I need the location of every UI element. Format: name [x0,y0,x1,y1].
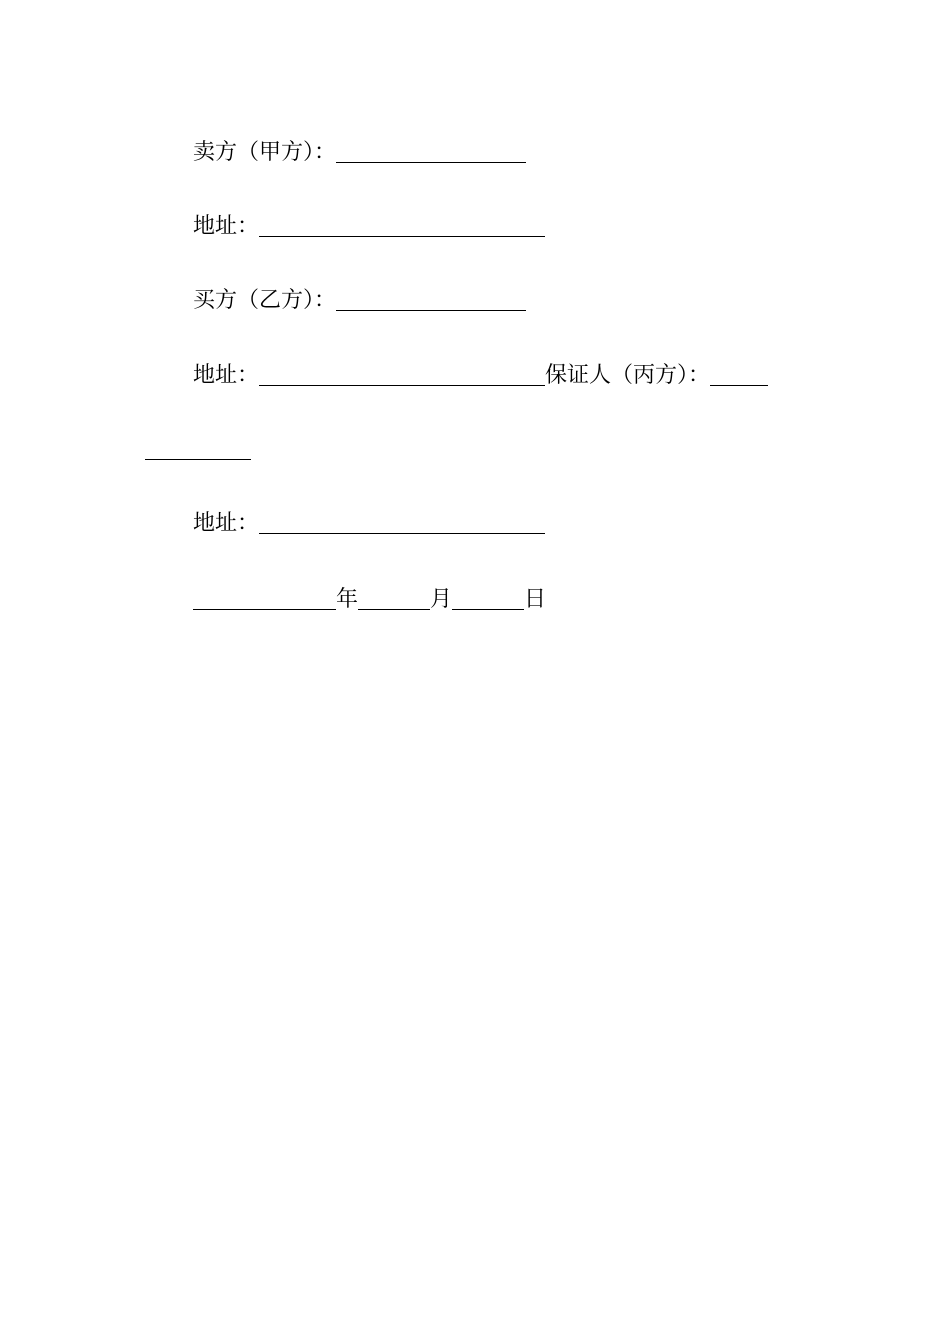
buyer-address-line [193,360,768,390]
guarantor-blank[interactable] [710,363,768,386]
buyer-label: 买方（乙方）： [193,288,337,313]
date-line [193,584,546,614]
guarantor-address-blank[interactable] [259,511,545,534]
day-label: 日 [524,587,547,612]
seller-address-label: 地址： [193,214,260,239]
guarantor-blank-continued[interactable] [145,459,251,460]
seller-line [193,137,526,167]
guarantor-label: 保证人（丙方）： [545,363,711,388]
month-label: 月 [430,587,453,612]
year-label: 年 [336,587,359,612]
year-blank[interactable] [193,587,336,610]
buyer-blank[interactable] [336,288,526,311]
buyer-address-label: 地址： [193,363,260,388]
buyer-address-blank[interactable] [259,363,545,386]
seller-label: 卖方（甲方）： [193,140,337,165]
buyer-line [193,285,526,315]
seller-blank[interactable] [336,140,526,163]
day-blank[interactable] [452,587,524,610]
seller-address-line [193,211,545,241]
seller-address-blank[interactable] [259,214,545,237]
guarantor-address-line [193,508,545,538]
guarantor-address-label: 地址： [193,511,260,536]
month-blank[interactable] [358,587,430,610]
